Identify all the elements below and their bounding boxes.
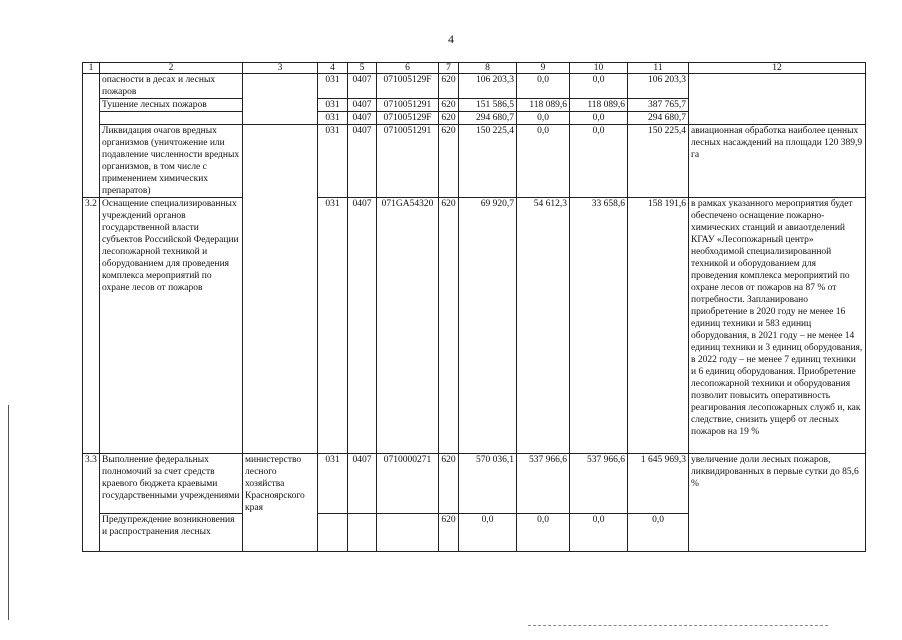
header-cell: 1	[83, 63, 100, 74]
code-cell: 031	[318, 74, 348, 99]
value-cell: 0,0	[628, 514, 689, 552]
value-cell: 0,0	[517, 74, 570, 99]
row-number-cell: 3.2	[83, 198, 100, 454]
header-cell: 7	[439, 63, 459, 74]
table-row	[83, 74, 866, 99]
header-cell: 3	[243, 63, 318, 74]
value-cell: 106 203,3	[459, 74, 517, 99]
header-cell: 6	[377, 63, 439, 74]
item-name-cell: Предупреждение возникновения и распространения лесных	[100, 514, 243, 552]
value-cell: 118 089,6	[570, 99, 628, 112]
result-cell: авиационная обработка наиболее ценных лесных насаждений на площади 120 389,9 га	[689, 125, 866, 198]
code-cell: 0407	[348, 112, 377, 125]
value-cell: 150 225,4	[459, 125, 517, 198]
code-cell: 031	[318, 198, 348, 454]
executor-cell	[243, 125, 318, 198]
header-cell: 11	[628, 63, 689, 74]
code-cell: 620	[439, 198, 459, 454]
table-row	[83, 454, 866, 514]
header-cell: 4	[318, 63, 348, 74]
code-cell: 0407	[348, 198, 377, 454]
code-cell: 071GA54320	[377, 198, 439, 454]
code-cell: 620	[439, 99, 459, 112]
value-cell: 0,0	[570, 514, 628, 552]
result-cell: увеличение доли лесных пожаров, ликвидированных в первые сутки до 85,6 %	[689, 454, 866, 552]
value-cell: 118 089,6	[517, 99, 570, 112]
code-cell: 031	[318, 112, 348, 125]
item-name-cell: Тушение лесных пожаров	[100, 99, 243, 112]
result-cell	[689, 74, 866, 125]
value-cell: 0,0	[517, 514, 570, 552]
code-cell: 0407	[348, 125, 377, 198]
value-cell: 537 966,6	[570, 454, 628, 514]
header-cell: 5	[348, 63, 377, 74]
item-name-cell: Выполнение федеральных полномочий за счет средств краевого бюджета краевыми государственными учреждениями	[100, 454, 243, 514]
value-cell: 158 191,6	[628, 198, 689, 454]
code-cell: 620	[439, 74, 459, 99]
code-cell: 0407	[348, 99, 377, 112]
table-row	[83, 198, 866, 454]
header-cell: 9	[517, 63, 570, 74]
item-name-cell	[100, 112, 243, 125]
item-name-cell: Ликвидация очагов вредных организмов (уничтожение или подавление численности вредных организмов, в том числе с применением химических препаратов)	[100, 125, 243, 198]
row-number-cell	[83, 99, 100, 112]
value-cell: 0,0	[517, 125, 570, 198]
scan-edge-line	[528, 625, 828, 626]
code-cell: 0407	[348, 74, 377, 99]
value-cell: 0,0	[517, 112, 570, 125]
header-cell: 2	[100, 63, 243, 74]
row-number-cell	[83, 125, 100, 198]
code-cell: 620	[439, 112, 459, 125]
value-cell: 0,0	[459, 514, 517, 552]
value-cell: 151 586,5	[459, 99, 517, 112]
item-name-cell: Оснащение специализированных учреждений органов государственной власти субъектов Российской Федерации лесопожарной техникой и оборудованием для проведения комплекса мероприятий по охране лесов от пожаров	[100, 198, 243, 454]
executor-cell: министерство лесного хозяйства Красноярского края	[243, 454, 318, 552]
code-cell: 071005129F	[377, 112, 439, 125]
code-cell: 0710051291	[377, 99, 439, 112]
value-cell: 54 612,3	[517, 198, 570, 454]
page-number: 4	[448, 32, 454, 46]
budget-table	[82, 62, 866, 552]
item-name-cell: опасности в десах и лесных пожаров	[100, 74, 243, 99]
value-cell: 294 680,7	[628, 112, 689, 125]
value-cell: 106 203,3	[628, 74, 689, 99]
code-cell	[318, 514, 348, 552]
executor-cell	[243, 74, 318, 125]
row-number-cell	[83, 112, 100, 125]
value-cell: 0,0	[570, 125, 628, 198]
value-cell: 69 920,7	[459, 198, 517, 454]
value-cell: 150 225,4	[628, 125, 689, 198]
header-cell: 8	[459, 63, 517, 74]
code-cell: 071005129F	[377, 74, 439, 99]
row-number-cell	[83, 514, 100, 552]
executor-cell	[243, 198, 318, 454]
code-cell: 0710000271	[377, 454, 439, 514]
row-number-cell	[83, 74, 100, 99]
code-cell	[348, 514, 377, 552]
value-cell: 570 036,1	[459, 454, 517, 514]
code-cell: 031	[318, 125, 348, 198]
code-cell: 620	[439, 454, 459, 514]
value-cell: 0,0	[570, 112, 628, 125]
code-cell: 031	[318, 99, 348, 112]
value-cell: 0,0	[570, 74, 628, 99]
table-row	[83, 125, 866, 198]
value-cell: 387 765,7	[628, 99, 689, 112]
value-cell: 1 645 969,3	[628, 454, 689, 514]
code-cell: 031	[318, 454, 348, 514]
result-cell: в рамках указанного мероприятия будет обеспечено оснащение пожарно-химических станций и авиаотделений КГАУ «Лесопожарный центр» необходимой специализированной техникой и оборудованием для проведения комплекса мероприятий по охране лесов от пожаров на 87 % от потребности. Запланировано приобретение в 2020 году не менее 16 единиц техники и 583 единиц оборудования, в 2021 году – не менее 14 единиц техники и 3 единиц оборудования, в 2022 году – не менее 7 единиц техники и 6 единиц оборудования. Приобретение лесопожарной техники и оборудования позволит повысить оперативность реагирования лесопожарных служб и, как следствие, снизить ущерб от лесных пожаров на 19 %	[689, 198, 866, 454]
scan-edge-line	[8, 405, 9, 620]
value-cell: 537 966,6	[517, 454, 570, 514]
code-cell: 620	[439, 514, 459, 552]
row-number-cell: 3.3	[83, 454, 100, 514]
header-cell: 10	[570, 63, 628, 74]
code-cell: 0710051291	[377, 125, 439, 198]
value-cell: 33 658,6	[570, 198, 628, 454]
code-cell	[377, 514, 439, 552]
code-cell: 620	[439, 125, 459, 198]
header-cell: 12	[689, 63, 866, 74]
value-cell: 294 680,7	[459, 112, 517, 125]
code-cell: 0407	[348, 454, 377, 514]
header-row	[83, 63, 866, 74]
